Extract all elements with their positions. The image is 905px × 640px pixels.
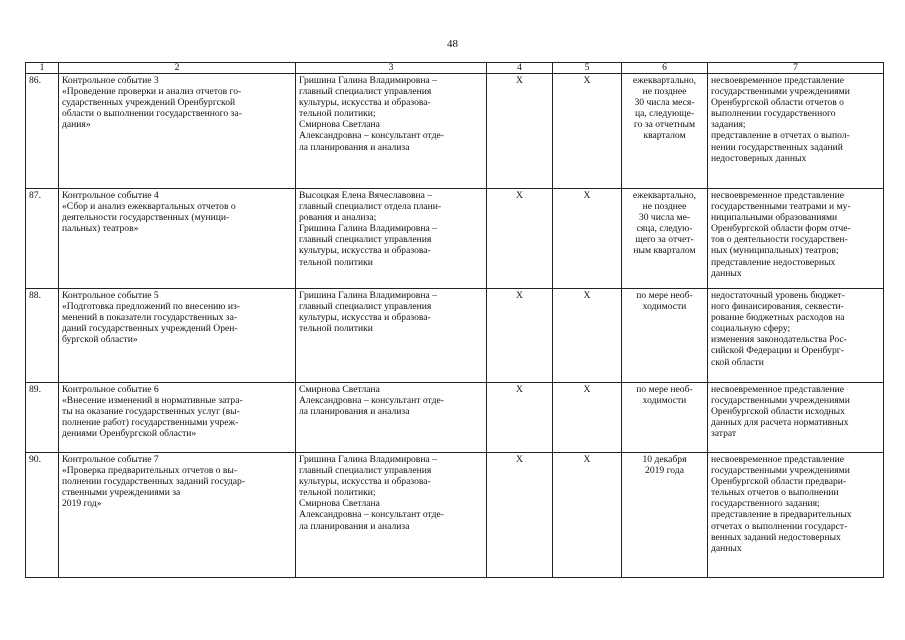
column-4-mark: X — [487, 189, 553, 289]
responsible-line: тельной политики — [299, 256, 373, 268]
event-line: ственными учреждениями за — [62, 487, 181, 499]
event-line: деятельности государственных (муници- — [62, 212, 230, 224]
risks-line: представление в предварительных — [711, 509, 852, 521]
column-4-mark: X — [487, 383, 553, 453]
event-line: дениями Оренбургской области» — [62, 428, 197, 440]
event-line: Контрольное событие 6 — [62, 384, 159, 395]
event-line: пальных) театров» — [62, 223, 139, 235]
responsible-line: культуры, искусства и образова- — [299, 312, 431, 324]
responsible-cell — [296, 383, 487, 453]
event-cell — [59, 453, 296, 578]
row-number: 89. — [26, 383, 59, 453]
risks-cell — [708, 453, 884, 578]
column-5-mark: X — [553, 289, 622, 383]
responsible-line: культуры, искусства и образова- — [299, 476, 431, 488]
responsible-line: главный специалист управления — [299, 301, 432, 313]
responsible-line: тельной политики; — [299, 108, 376, 120]
responsible-cell — [296, 289, 487, 383]
responsible-line: рования и анализа; — [299, 212, 377, 224]
responsible-line: ла планирования и анализа — [299, 520, 410, 532]
risks-line: представление недостоверных — [711, 256, 836, 268]
responsible-line: Смирнова Светлана — [299, 498, 380, 510]
risks-line: несвоевременное представление — [711, 75, 845, 86]
term-line: не позднее — [642, 86, 687, 98]
responsible-line: Александровна – консультант отде- — [299, 395, 444, 407]
responsible-line: Высоцкая Елена Вячеславовна – — [299, 190, 433, 201]
event-line: сударственных учреждений Оренбургской — [62, 97, 236, 109]
risks-line: ных (муниципальных) театров; — [711, 245, 839, 257]
column-header: 7 — [708, 63, 884, 74]
table-row — [26, 289, 884, 383]
term-line: кварталом — [643, 130, 686, 142]
term-line: 30 числа ме- — [638, 212, 691, 224]
risks-line: ской области — [711, 356, 764, 368]
risks-cell — [708, 74, 884, 189]
event-line: «Проверка предварительных отчетов о вы- — [62, 465, 238, 477]
event-cell — [59, 74, 296, 189]
term-line: ежеквартально, — [632, 75, 697, 86]
risks-line: представление в отчетах о выпол- — [711, 130, 850, 142]
term-line: по мере необ- — [636, 384, 693, 395]
event-line: Контрольное событие 7 — [62, 454, 159, 465]
risks-line: государственными учреждениями — [711, 86, 850, 98]
risks-line: данных для расчета нормативных — [711, 417, 849, 429]
risks-line: затрат — [711, 428, 737, 440]
event-cell — [59, 383, 296, 453]
row-number: 86. — [26, 74, 59, 189]
term-line: ца, следующе- — [634, 108, 695, 120]
risks-line: отчетах о выполнении государст- — [711, 520, 848, 532]
table-row — [26, 453, 884, 578]
event-line: Контрольное событие 3 — [62, 75, 159, 86]
term-line: го за отчетным — [633, 119, 696, 131]
column-header: 1 — [26, 63, 59, 74]
header-row — [26, 63, 884, 74]
responsible-line: Гришина Галина Владимировна – — [299, 454, 437, 465]
risks-cell — [708, 383, 884, 453]
event-line: 2019 год» — [62, 498, 102, 510]
risks-line: данных — [711, 542, 742, 554]
term-line: ходимости — [642, 301, 687, 313]
events-table — [25, 62, 884, 578]
column-header: 5 — [553, 63, 622, 74]
risks-line: несвоевременное представление — [711, 454, 845, 465]
event-line: полнение работ) государственными учреж- — [62, 417, 239, 429]
event-line: «Сбор и анализ ежеквартальных отчетов о — [62, 201, 236, 213]
event-cell — [59, 189, 296, 289]
risks-line: Оренбургской области отчетов о — [711, 97, 844, 109]
table-row — [26, 189, 884, 289]
responsible-line: главный специалист управления — [299, 465, 432, 477]
column-5-mark: X — [553, 74, 622, 189]
responsible-line: Смирнова Светлана — [299, 119, 380, 131]
risks-line: Оренбургской области форм отче- — [711, 223, 851, 235]
risks-line: государственными учреждениями — [711, 395, 850, 407]
term-cell — [622, 289, 708, 383]
term-cell — [622, 453, 708, 578]
term-cell — [622, 189, 708, 289]
event-line: Контрольное событие 5 — [62, 290, 159, 301]
term-line: ежеквартально, — [632, 190, 697, 201]
risks-line: венных заданий недостоверных — [711, 531, 841, 543]
event-line: дания» — [62, 119, 91, 131]
table-row — [26, 383, 884, 453]
risks-line: нении государственных заданий — [711, 141, 843, 153]
risks-line: данных — [711, 267, 742, 279]
column-header: 6 — [622, 63, 708, 74]
term-line: по мере необ- — [636, 290, 693, 301]
responsible-line: Гришина Галина Владимировна – — [299, 290, 437, 301]
term-cell — [622, 383, 708, 453]
risks-line: Оренбургской области исходных — [711, 406, 845, 418]
event-line: «Внесение изменений в нормативные затра- — [62, 395, 243, 407]
risks-line: тов о деятельности государствен- — [711, 234, 848, 246]
event-cell — [59, 289, 296, 383]
risks-line: задания; — [711, 119, 746, 131]
column-5-mark: X — [553, 189, 622, 289]
responsible-line: культуры, искусства и образова- — [299, 245, 431, 257]
risks-line: ного финансирования, секвести- — [711, 301, 844, 313]
risks-line: государственными учреждениями — [711, 465, 850, 477]
column-5-mark: X — [553, 383, 622, 453]
risks-line: недостаточный уровень бюджет- — [711, 290, 845, 301]
column-header: 4 — [487, 63, 553, 74]
responsible-cell — [296, 74, 487, 189]
risks-line: государственными театрами и му- — [711, 201, 851, 213]
page-number: 48 — [447, 38, 458, 50]
term-line: 30 числа меся- — [634, 97, 695, 109]
responsible-line: главный специалист управления — [299, 86, 432, 98]
event-line: «Подготовка предложений по внесению из- — [62, 301, 240, 313]
row-number: 88. — [26, 289, 59, 383]
column-header: 3 — [296, 63, 487, 74]
row-number: 87. — [26, 189, 59, 289]
responsible-line: Гришина Галина Владимировна – — [299, 223, 437, 235]
event-line: области о выполнении государственного за- — [62, 108, 242, 120]
risks-line: несвоевременное представление — [711, 384, 845, 395]
responsible-line: тельной политики — [299, 323, 373, 335]
term-line: 10 декабря — [642, 454, 687, 465]
event-line: Контрольное событие 4 — [62, 190, 159, 201]
event-line: даний государственных учреждений Орен- — [62, 323, 238, 335]
event-line: полнении государственных заданий государ- — [62, 476, 246, 488]
column-header: 2 — [59, 63, 296, 74]
responsible-line: главный специалист отдела плани- — [299, 201, 442, 213]
risks-line: социальную сферу; — [711, 323, 791, 335]
risks-line: недостоверных данных — [711, 152, 807, 164]
responsible-line: Александровна – консультант отде- — [299, 509, 444, 521]
responsible-line: культуры, искусства и образова- — [299, 97, 431, 109]
event-line: «Проведение проверки и анализ отчетов го- — [62, 86, 242, 98]
responsible-line: Александровна – консультант отде- — [299, 130, 444, 142]
column-4-mark: X — [487, 74, 553, 189]
term-line: ным кварталом — [633, 245, 696, 257]
event-line: ты на оказание государственных услуг (вы- — [62, 406, 240, 418]
row-number: 90. — [26, 453, 59, 578]
term-line: не позднее — [642, 201, 687, 213]
term-line: ходимости — [642, 395, 687, 407]
risks-cell — [708, 289, 884, 383]
term-line: щего за отчет- — [635, 234, 694, 246]
risks-line: рование бюджетных расходов на — [711, 312, 845, 324]
column-5-mark: X — [553, 453, 622, 578]
risks-line: несвоевременное представление — [711, 190, 845, 201]
responsible-cell — [296, 189, 487, 289]
table-row — [26, 74, 884, 189]
responsible-line: ла планирования и анализа — [299, 406, 410, 418]
risks-line: Оренбургской области предвари- — [711, 476, 847, 488]
column-4-mark: X — [487, 289, 553, 383]
responsible-line: Гришина Галина Владимировна – — [299, 75, 437, 86]
event-line: менений в показатели государственных за- — [62, 312, 238, 324]
risks-line: государственного задания; — [711, 498, 820, 510]
event-line: бургской области» — [62, 334, 138, 346]
column-4-mark: X — [487, 453, 553, 578]
term-cell — [622, 74, 708, 189]
responsible-line: ла планирования и анализа — [299, 141, 410, 153]
term-line: 2019 года — [645, 465, 684, 477]
risks-line: тельных отчетов о выполнении — [711, 487, 839, 499]
term-line: сяца, следую- — [636, 223, 693, 235]
responsible-line: Смирнова Светлана — [299, 384, 380, 395]
responsible-line: тельной политики; — [299, 487, 376, 499]
responsible-line: главный специалист управления — [299, 234, 432, 246]
risks-line: изменения законодательства Рос- — [711, 334, 847, 346]
risks-line: сийской Федерации и Оренбург- — [711, 345, 844, 357]
risks-cell — [708, 189, 884, 289]
responsible-cell — [296, 453, 487, 578]
risks-line: ниципальными образованиями — [711, 212, 838, 224]
risks-line: выполнении государственного — [711, 108, 836, 120]
